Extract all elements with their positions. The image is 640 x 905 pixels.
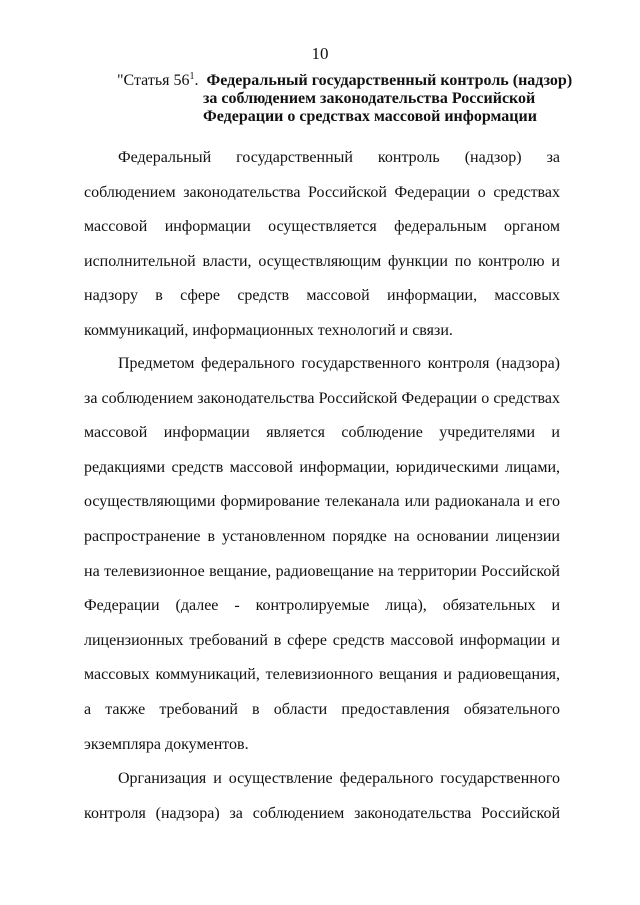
page-number: 10 — [311, 44, 329, 63]
article-title-line-2: за соблюдением законодательства Российской — [203, 90, 536, 107]
article-title-line-1: Федеральный государственный контроль (надзор) — [206, 72, 573, 89]
article-number-dot: . — [194, 72, 199, 89]
article-number — [117, 72, 199, 89]
paragraph-3: Организация и осуществление федерального государственного контроля (надзора) за соблюдением законодательства Российской — [84, 770, 560, 822]
paragraph-2: Предметом федерального государственного контроля (надзора) за соблюдением законодательства Российской Федерации о средствах массовой информации является соблюдение учредителями и редакциями средств массовой информации, юридическими лицами, осуществляющими формирование телеканала или радиоканала и его распространение в установленном порядке на основании лицензии на телевизионное вещание, радиовещание на территории Российской Федерации (далее - контролируемые лица), обязательных и лицензионных требований в сфере средств массовой информации и массовых коммуникаций, телевизионного вещания и радиовещания, а также требований в области предоставления обязательного экземпляра документов. — [84, 355, 560, 753]
article-number-text: "Статья 56 — [117, 72, 190, 89]
paragraph-1: Федеральный государственный контроль (надзор) за соблюдением законодательства Российской Федерации о средствах массовой информации осуществляется федеральным органом исполнительной власти, осуществляющим функции по контролю и надзору в сфере средств массовой информации, массовых коммуникаций, информационных технологий и связи. — [84, 149, 560, 339]
article-number-superscript: 1 — [189, 71, 195, 82]
article-title-line-3: Федерации о средствах массовой информации — [203, 108, 537, 125]
article-heading — [117, 72, 587, 126]
